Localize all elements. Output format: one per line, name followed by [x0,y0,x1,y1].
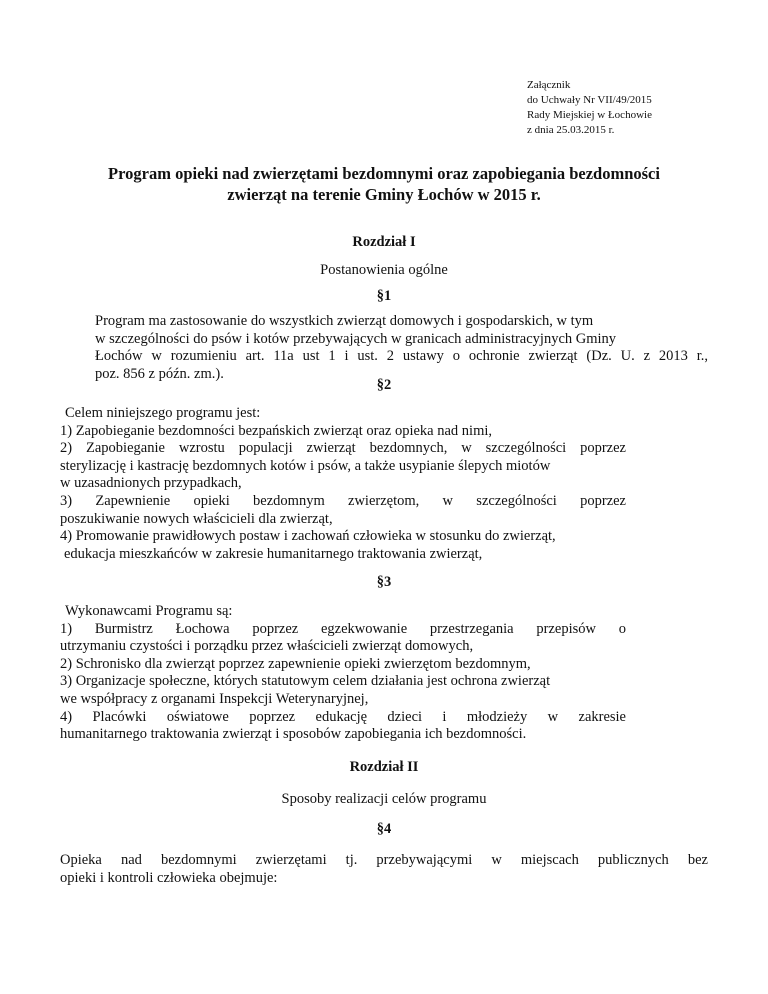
annex-line: z dnia 25.03.2015 r. [527,124,615,136]
text-line: 4) Placówki oświatowe poprzez edukację dzieci i młodzieży w zakresie [60,708,626,725]
section-1-mark: §1 [376,288,392,304]
chapter-2-heading: Rozdział II [349,759,419,775]
chapter-2-subtitle: Sposoby realizacji celów programu [281,791,487,807]
text-line: humanitarnego traktowania zwierząt i sposobów zapobiegania ich bezdomności. [60,726,527,743]
annex-line: do Uchwały Nr VII/49/2015 [527,94,652,106]
document-title [60,163,708,205]
text-line: w szczególności do psów i kotów przebywających w granicach administracyjnych Gminy [95,330,617,347]
text-line: 3) Organizacje społeczne, których statutowym celem działania jest ochrona zwierząt [60,673,551,690]
text-line: Celem niniejszego programu jest: [65,405,261,421]
text-line: poz. 856 z późn. zm.). [95,365,224,382]
text-line: utrzymaniu czystości i porządku przez właścicieli zwierząt domowych, [60,638,474,655]
text-line: Opieka nad bezdomnymi zwierzętami tj. przebywającymi w miejscach publicznych bez [60,852,708,868]
text-line: edukacja mieszkańców w zakresie humanitarnego traktowania zwierząt, [64,545,483,562]
annex-line: Załącznik [527,79,571,91]
text-line: Wykonawcami Programu są: [65,603,233,619]
annex-line: Rady Miejskiej w Łochowie [527,109,652,121]
text-line: poszukiwanie nowych właścicieli dla zwierząt, [60,510,333,527]
text-line: opieki i kontroli człowieka obejmuje: [60,869,278,886]
chapter-1-heading: Rozdział I [352,234,416,250]
title-line: zwierząt na terenie Gminy Łochów w 2015 r. [227,185,541,204]
text-line: 1) Zapobieganie bezdomności bezpańskich zwierząt oraz opieka nad nimi, [60,422,493,439]
section-4-text [60,852,708,887]
text-line: 3) Zapewnienie opieki bezdomnym zwierzętom, w szczególności poprzez [60,492,626,509]
title-line: Program opieki nad zwierzętami bezdomnymi oraz zapobiegania bezdomności [108,164,660,183]
chapter-1-subtitle: Postanowienia ogólne [320,262,448,278]
section-3-text [60,603,626,744]
text-line: 4) Promowanie prawidłowych postaw i zachowań człowieka w stosunku do zwierząt, [60,528,556,545]
text-line: we współpracy z organami Inspekcji Weterynaryjnej, [60,690,369,707]
text-line: 1) Burmistrz Łochowa poprzez egzekwowanie przestrzegania przepisów o [60,620,626,637]
section-3-mark: §3 [376,574,392,590]
text-line: Program ma zastosowanie do wszystkich zwierząt domowych i gospodarskich, w tym [95,313,594,329]
text-line: 2) Zapobieganie wzrostu populacji zwierząt bezdomnych, w szczególności poprzez [60,440,626,457]
section-1-text [95,313,708,383]
section-2-mark: §2 [376,377,392,393]
text-line: Łochów w rozumieniu art. 11a ust 1 i ust. 2 ustawy o ochronie zwierząt (Dz. U. z 2013 r., [95,348,708,365]
text-line: w uzasadnionych przypadkach, [60,475,242,492]
section-4-mark: §4 [376,821,392,837]
annex-note [527,78,652,138]
section-2-text [60,405,626,563]
text-line: 2) Schronisko dla zwierząt poprzez zapewnienie opieki zwierzętom bezdomnym, [60,655,531,672]
text-line: sterylizację i kastrację bezdomnych kotów i psów, a także usypianie ślepych miotów [60,457,551,474]
